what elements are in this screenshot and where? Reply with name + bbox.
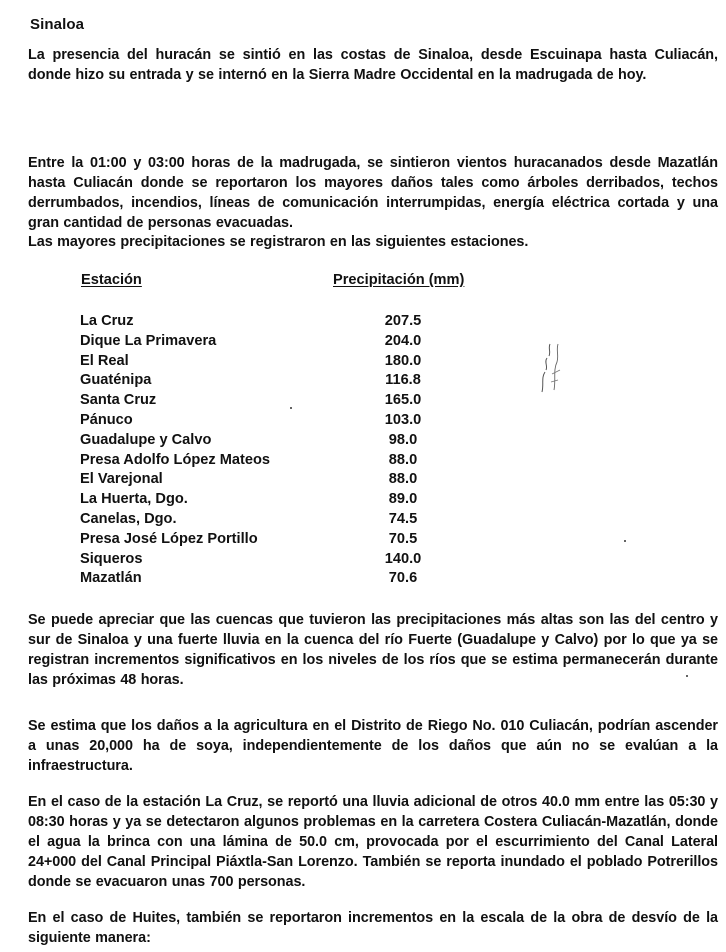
table-body bbox=[78, 312, 498, 589]
station-name: Presa Adolfo López Mateos bbox=[80, 451, 271, 468]
section-heading: Sinaloa bbox=[30, 16, 85, 33]
station-name: Guaténipa bbox=[80, 372, 152, 389]
paragraph-basins: Se puede apreciar que las cuencas que tuvieron las precipitaciones más altas son las del centro y sur de Sinaloa y una fuerte lluvia en la cuenca del río Fuerte (Guadalupe y Calvo) por lo que ya se registran incrementos significativos en los niveles de los ríos que se estima permanecerán durante las próximas 48 horas. bbox=[28, 612, 718, 688]
precipitation-value: 165.0 bbox=[384, 392, 422, 409]
table-row bbox=[78, 550, 498, 570]
paragraph-agriculture: Se estima que los daños a la agricultura en el Distrito de Riego No. 010 Culiacán, podrían ascender a unas 20,000 ha de soya, independientemente de los daños que aún no se evalúan a la infraestructura. bbox=[28, 718, 718, 774]
station-name: Presa José López Portillo bbox=[80, 530, 258, 547]
table-row bbox=[78, 510, 498, 530]
table-row bbox=[78, 569, 498, 589]
precipitation-value: 207.5 bbox=[384, 313, 422, 329]
precipitation-value: 89.0 bbox=[388, 491, 418, 508]
station-name: La Cruz bbox=[80, 313, 134, 329]
precipitation-value: 180.0 bbox=[384, 352, 422, 369]
handwritten-scribble-icon bbox=[538, 340, 564, 396]
paragraph-wind-damage: Entre la 01:00 y 03:00 horas de la madrugada, se sintieron vientos huracanados desde Mazatlán hasta Culiacán donde se reportaron los mayores daños tales como árboles derribados, techos derrumbados, incendios, líneas de comunicación interrumpidas, energía eléctrica cortada y una gran cantidad de personas evacuadas. bbox=[28, 155, 718, 231]
table-row bbox=[78, 451, 498, 471]
precipitation-value: 88.0 bbox=[388, 451, 418, 468]
precipitation-value: 74.5 bbox=[388, 510, 418, 527]
paragraph-precipitation-intro: Las mayores precipitaciones se registraron en las siguientes estaciones. bbox=[28, 234, 529, 250]
precipitation-value: 204.0 bbox=[384, 332, 422, 349]
station-name: Dique La Primavera bbox=[80, 332, 217, 349]
station-name: El Real bbox=[80, 352, 129, 369]
table-row bbox=[78, 530, 498, 550]
paragraph-huites: En el caso de Huites, también se reportaron incrementos en la escala de la obra de desvío de la siguiente manera: bbox=[28, 910, 718, 946]
station-name: El Varejonal bbox=[80, 471, 163, 488]
station-name: Siqueros bbox=[80, 550, 143, 567]
precipitation-value: 116.8 bbox=[385, 372, 421, 389]
paragraph-la-cruz: En el caso de la estación La Cruz, se reportó una lluvia adicional de otros 40.0 mm entre las 05:30 y 08:30 horas y ya se detectaron algunos problemas en la carretera Costera Culiacán-Mazatlán, donde el agua la brinca con una lámina de 50.0 cm, provocada por el escurrimiento del Canal Lateral 24+000 del Canal Principal Piáxtla-San Lorenzo. También se reporta inundado el poblado Potrerillos donde se evacuaron unas 700 personas. bbox=[28, 794, 718, 890]
table-row bbox=[78, 470, 498, 490]
paragraph-hurricane-presence: La presencia del huracán se sintió en las costas de Sinaloa, desde Escuinapa hasta Culiacán, donde hizo su entrada y se internó en la Sierra Madre Occidental en la madrugada de hoy. bbox=[28, 47, 718, 83]
station-name: Guadalupe y Calvo bbox=[80, 431, 212, 448]
station-name: Canelas, Dgo. bbox=[80, 510, 177, 527]
table-row bbox=[78, 411, 498, 431]
table-row bbox=[78, 431, 498, 451]
precipitation-value: 140.0 bbox=[384, 550, 422, 567]
precipitation-value: 70.6 bbox=[388, 570, 418, 587]
station-name: Pánuco bbox=[80, 411, 133, 428]
table-row bbox=[78, 371, 498, 391]
precipitation-value: 88.0 bbox=[388, 471, 418, 488]
table-row bbox=[78, 352, 498, 372]
table-row bbox=[78, 391, 498, 411]
precipitation-value: 70.5 bbox=[388, 530, 418, 547]
table-row bbox=[78, 332, 498, 352]
table-row bbox=[78, 312, 498, 332]
station-name: La Huerta, Dgo. bbox=[80, 491, 188, 508]
scan-speck bbox=[624, 540, 626, 542]
table-header-station: Estación bbox=[81, 272, 142, 288]
station-name: Mazatlán bbox=[80, 570, 142, 587]
table-row bbox=[78, 490, 498, 510]
precipitation-value: 98.0 bbox=[388, 431, 418, 448]
scan-speck bbox=[290, 407, 292, 409]
station-name: Santa Cruz bbox=[80, 392, 157, 409]
precipitation-value: 103.0 bbox=[384, 411, 422, 428]
table-header-precipitation: Precipitación (mm) bbox=[333, 272, 465, 288]
